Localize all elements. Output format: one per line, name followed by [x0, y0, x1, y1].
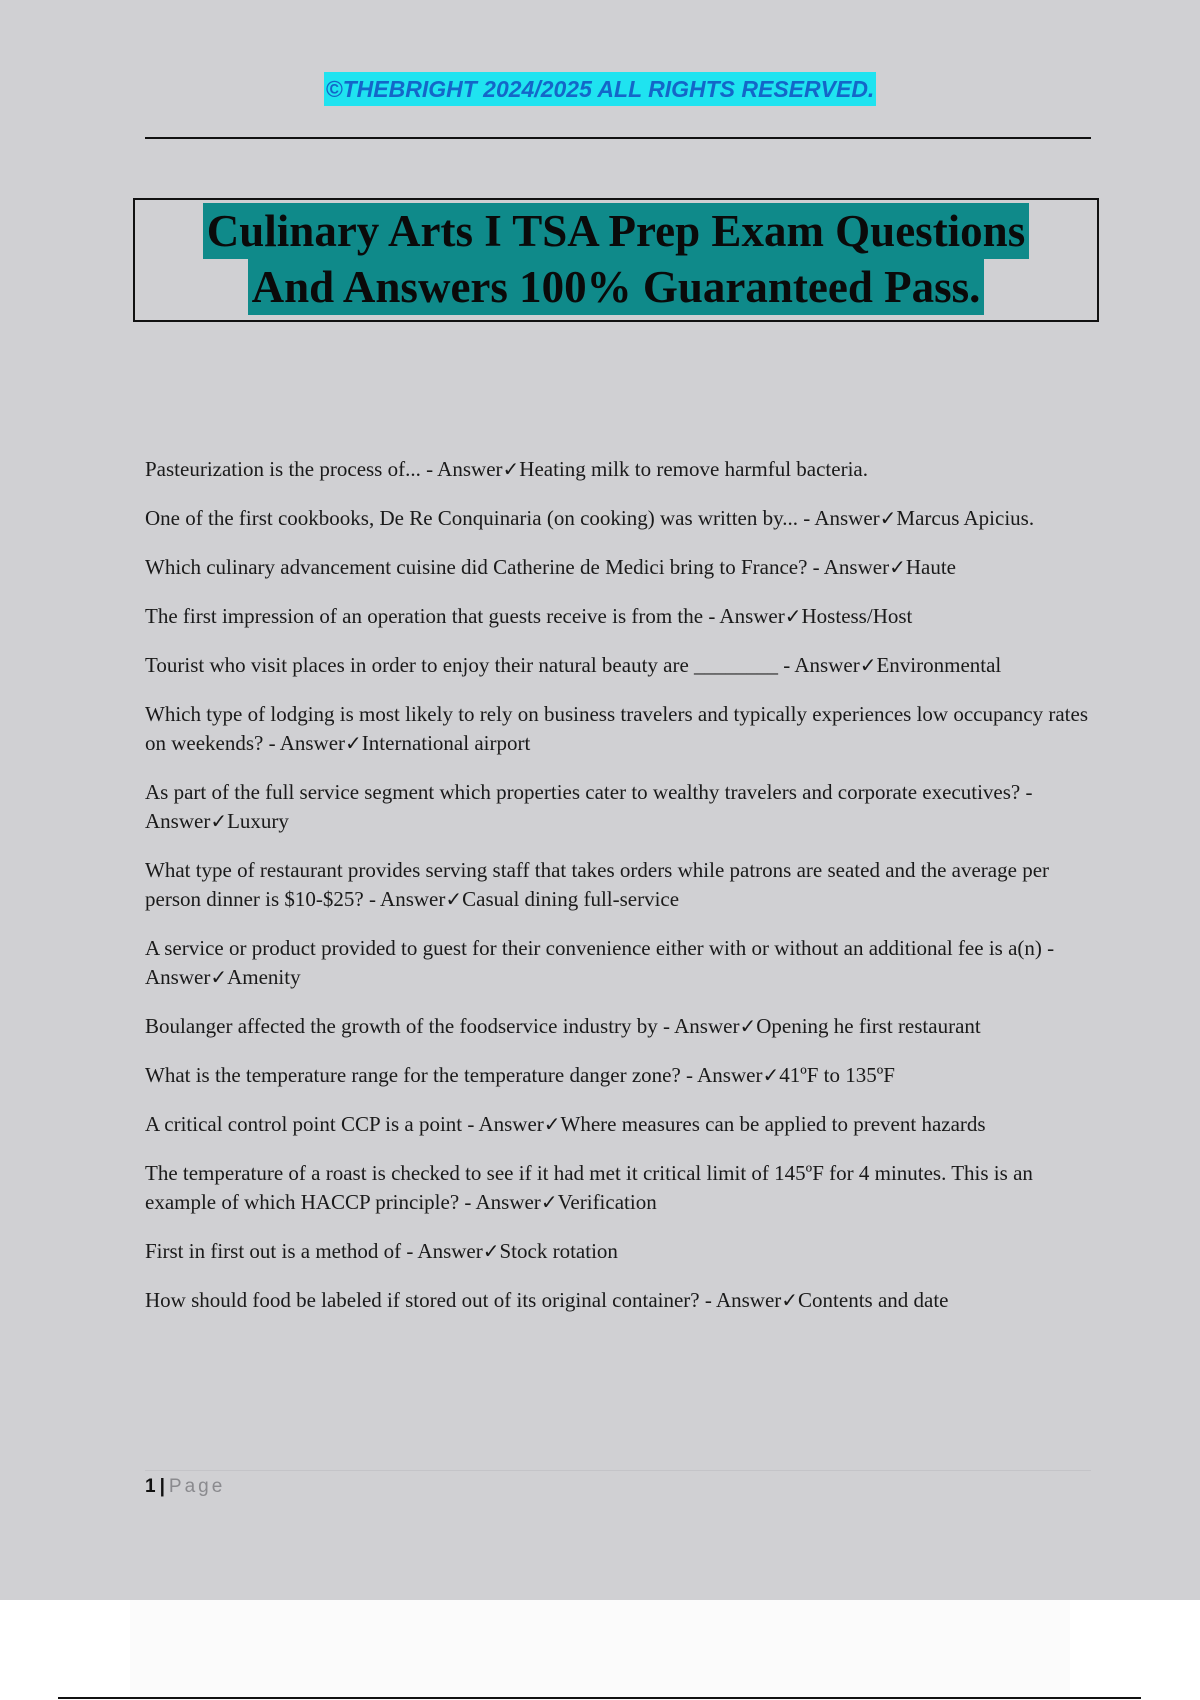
- answer-text: Environmental: [876, 653, 1002, 677]
- question-text: Tourist who visit places in order to enjoy their natural beauty are ________ - Answer: [145, 653, 860, 677]
- question-text: What type of restaurant provides serving staff that takes orders while patrons are seated and the average per person dinner is $10-$25? - Answer: [145, 858, 1050, 911]
- qa-item: [145, 602, 1091, 631]
- answer-text: Contents and date: [798, 1288, 949, 1312]
- question-text: The first impression of an operation that guests receive is from the - Answer: [145, 604, 785, 628]
- page-label: Page: [168, 1476, 226, 1497]
- qa-item: [145, 455, 1091, 484]
- check-mark-icon: ✓: [784, 604, 802, 628]
- check-mark-icon: ✓: [210, 809, 228, 833]
- footer-divider: [145, 1470, 1091, 1471]
- qa-item: [145, 934, 1091, 992]
- document-title-line-2: And Answers 100% Guaranteed Pass.: [248, 259, 985, 315]
- question-text: How should food be labeled if stored out of its original container? - Answer: [145, 1288, 782, 1312]
- check-mark-icon: ✓: [762, 1063, 780, 1087]
- answer-text: Where measures can be applied to prevent hazards: [560, 1112, 986, 1136]
- question-text: A critical control point CCP is a point - Answer: [145, 1112, 544, 1136]
- question-text: Pasteurization is the process of... - Answer: [145, 457, 503, 481]
- check-mark-icon: ✓: [889, 555, 906, 579]
- header: [0, 72, 1200, 106]
- answer-text: Casual dining full-service: [462, 887, 680, 911]
- page-number-separator: |: [159, 1476, 165, 1497]
- qa-item: [145, 1286, 1091, 1315]
- answer-text: Stock rotation: [499, 1239, 618, 1263]
- answer-text: Luxury: [227, 809, 289, 833]
- qa-item: [145, 1061, 1091, 1090]
- answer-text: Haute: [905, 555, 956, 579]
- qa-item: [145, 1012, 1091, 1041]
- qa-item: [145, 504, 1091, 533]
- page-number: [145, 1474, 225, 1500]
- check-mark-icon: ✓: [879, 506, 897, 530]
- page-number-value: 1: [145, 1476, 156, 1497]
- document-title-line-1: Culinary Arts I TSA Prep Exam Questions: [203, 203, 1029, 259]
- question-text: A service or product provided to guest for their convenience either with or without an additional fee is a(n) - Answer: [145, 936, 1055, 989]
- qa-item: [145, 856, 1091, 914]
- check-mark-icon: ✓: [739, 1014, 757, 1038]
- check-mark-icon: ✓: [345, 731, 362, 755]
- qa-item: [145, 1110, 1091, 1139]
- next-page-preview: [130, 1600, 1070, 1700]
- answer-text: 41ºF to 135ºF: [779, 1063, 895, 1087]
- question-text: As part of the full service segment which properties cater to wealthy travelers and corporate executives? - Answer: [145, 780, 1033, 833]
- qa-item: [145, 700, 1091, 758]
- check-mark-icon: ✓: [445, 887, 463, 911]
- qa-item: [145, 651, 1091, 680]
- question-text: Which type of lodging is most likely to rely on business travelers and typically experiences low occupancy rates on weekends? - Answer: [145, 702, 1088, 755]
- question-text: First in first out is a method of - Answer: [145, 1239, 483, 1263]
- question-answer-list: [145, 455, 1091, 1335]
- check-mark-icon: ✓: [210, 965, 228, 989]
- check-mark-icon: ✓: [859, 653, 877, 677]
- question-text: What is the temperature range for the temperature danger zone? - Answer: [145, 1063, 763, 1087]
- answer-text: Verification: [557, 1190, 657, 1214]
- check-mark-icon: ✓: [543, 1112, 561, 1136]
- copyright-notice: ©THEBRIGHT 2024/2025 ALL RIGHTS RESERVED.: [324, 72, 877, 106]
- check-mark-icon: ✓: [482, 1239, 500, 1263]
- qa-item: [145, 1159, 1091, 1217]
- header-divider: [145, 137, 1091, 139]
- qa-item: [145, 778, 1091, 836]
- question-text: One of the first cookbooks, De Re Conquinaria (on cooking) was written by... - Answer: [145, 506, 880, 530]
- next-page-divider: [58, 1697, 1141, 1699]
- check-mark-icon: ✓: [540, 1190, 558, 1214]
- answer-text: International airport: [361, 731, 531, 755]
- answer-text: Hostess/Host: [801, 604, 913, 628]
- answer-text: Amenity: [227, 965, 301, 989]
- question-text: Which culinary advancement cuisine did Catherine de Medici bring to France? - Answer: [145, 555, 890, 579]
- answer-text: Opening he first restaurant: [756, 1014, 981, 1038]
- answer-text: Marcus Apicius.: [896, 506, 1035, 530]
- title-box: [133, 198, 1099, 322]
- check-mark-icon: ✓: [781, 1288, 799, 1312]
- qa-item: [145, 1237, 1091, 1266]
- check-mark-icon: ✓: [502, 457, 520, 481]
- answer-text: Heating milk to remove harmful bacteria.: [519, 457, 868, 481]
- qa-item: [145, 553, 1091, 582]
- question-text: Boulanger affected the growth of the foodservice industry by - Answer: [145, 1014, 740, 1038]
- question-text: The temperature of a roast is checked to see if it had met it critical limit of 145ºF for 4 minutes. This is an example of which HACCP principle? - Answer: [145, 1161, 1033, 1214]
